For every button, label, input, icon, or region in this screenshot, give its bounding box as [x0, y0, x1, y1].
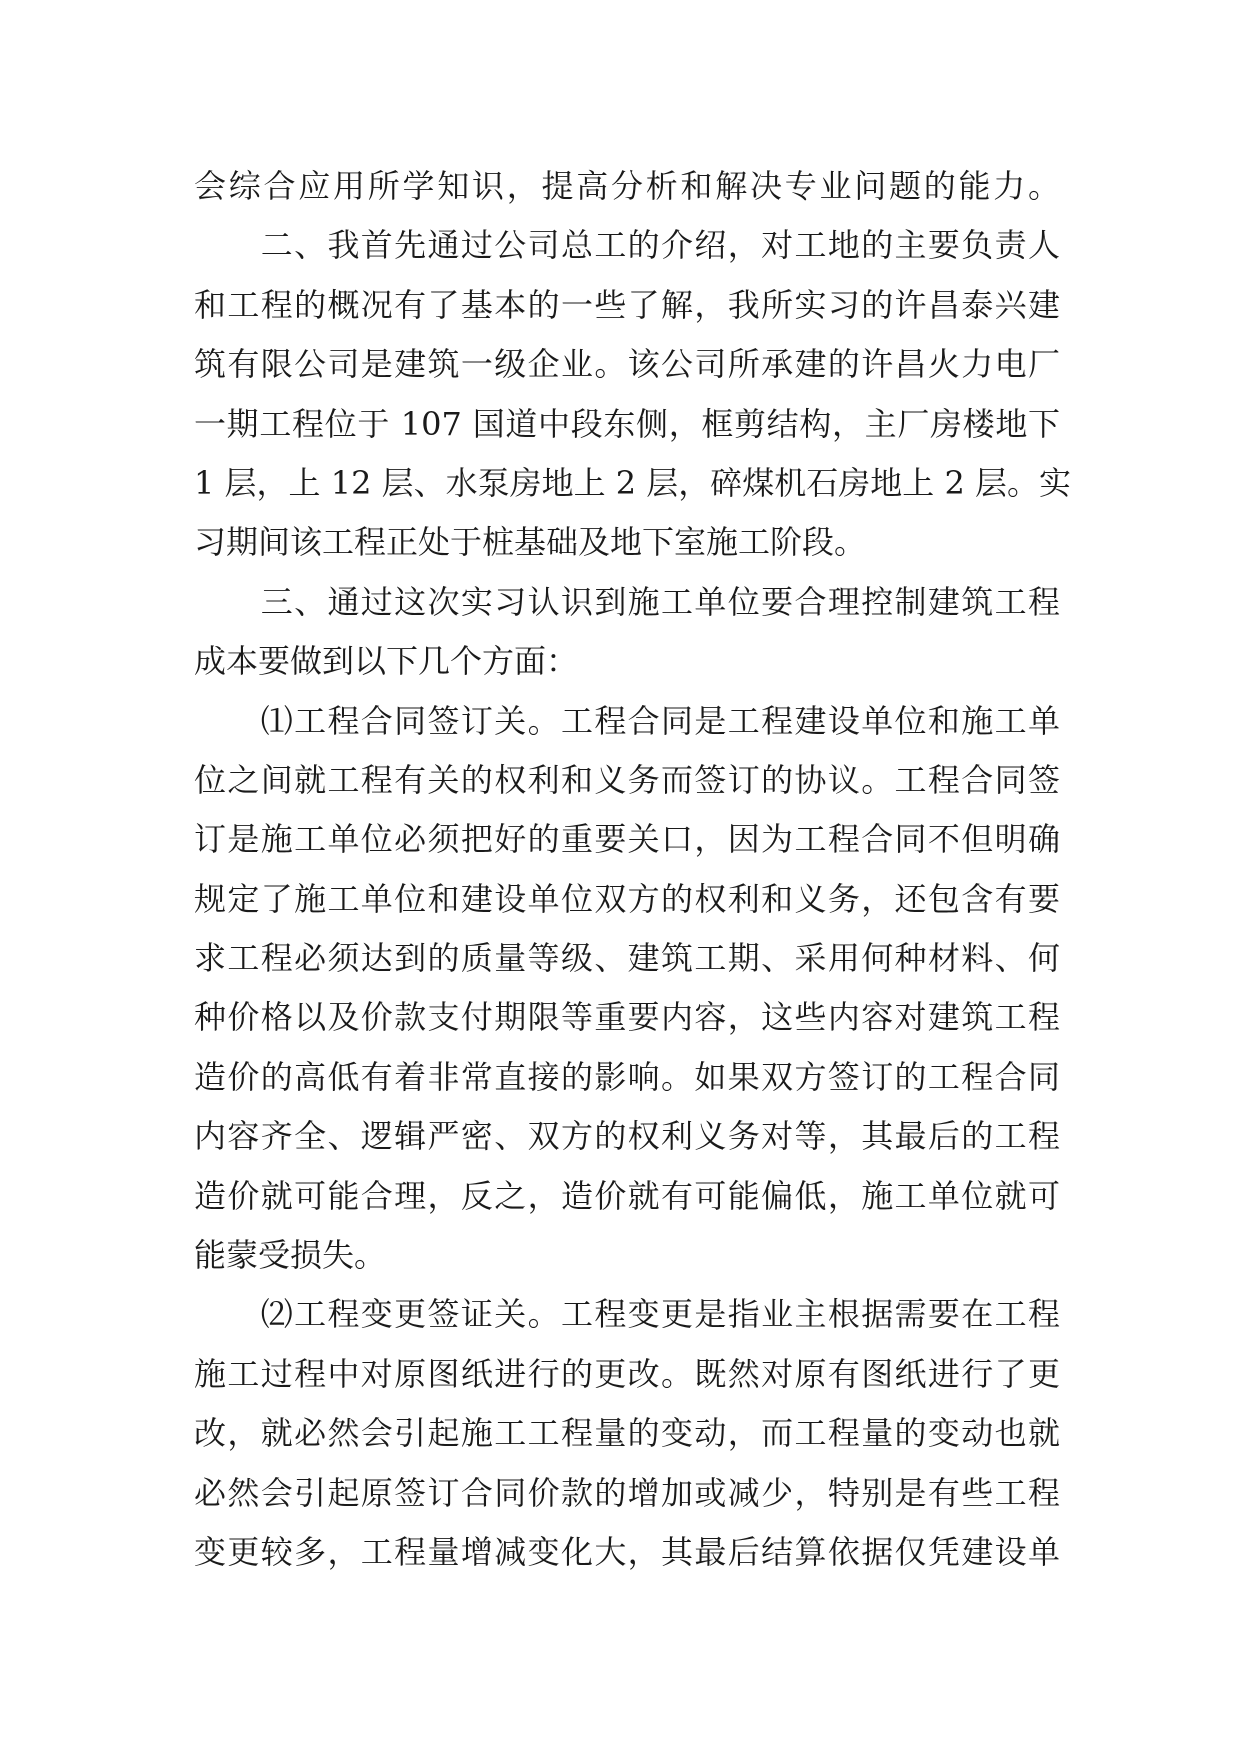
- text-line: 二、我首先通过公司总工的介绍，对工地的主要负责人: [194, 226, 1060, 265]
- text-line: 能蒙受损失。: [194, 1236, 387, 1275]
- text-line: ⑴工程合同签订关。工程合同是工程建设单位和施工单: [194, 701, 1060, 740]
- text-line: 造价的高低有着非常直接的影响。如果双方签订的工程合同: [194, 1057, 1060, 1096]
- text-line: 施工过程中对原图纸进行的更改。既然对原有图纸进行了更: [194, 1354, 1060, 1393]
- text-line: 习期间该工程正处于桩基础及地下室施工阶段。: [194, 523, 867, 562]
- text-line: 种价格以及价款支付期限等重要内容，这些内容对建筑工程: [194, 998, 1060, 1037]
- text-line: 内容齐全、逻辑严密、双方的权利义务对等，其最后的工程: [194, 1117, 1060, 1156]
- text-line: 造价就可能合理，反之，造价就有可能偏低，施工单位就可: [194, 1176, 1060, 1215]
- text-line: 订是施工单位必须把好的重要关口，因为工程合同不但明确: [194, 820, 1060, 859]
- text-line: 变更较多，工程量增减变化大，其最后结算依据仅凭建设单: [194, 1532, 1060, 1571]
- text-line: 筑有限公司是建筑一级企业。该公司所承建的许昌火力电厂: [194, 345, 1060, 384]
- text-line: 和工程的概况有了基本的一些了解，我所实习的许昌泰兴建: [194, 285, 1060, 324]
- body-text: [194, 157, 1072, 1582]
- text-line: 规定了施工单位和建设单位双方的权利和义务，还包含有要: [194, 879, 1060, 918]
- text-line: ⑵工程变更签证关。工程变更是指业主根据需要在工程: [194, 1295, 1060, 1334]
- text-line: 三、通过这次实习认识到施工单位要合理控制建筑工程: [194, 582, 1060, 621]
- text-line: 必然会引起原签订合同价款的增加或减少，特别是有些工程: [194, 1473, 1060, 1512]
- text-line: 一期工程位于 107 国道中段东侧，框剪结构，主厂房楼地下: [194, 404, 1060, 443]
- text-line: 会综合应用所学知识，提高分析和解决专业问题的能力。: [194, 167, 1060, 205]
- text-line: 位之间就工程有关的权利和义务而签订的协议。工程合同签: [194, 760, 1060, 799]
- text-line: 改，就必然会引起施工工程量的变动，而工程量的变动也就: [194, 1414, 1060, 1453]
- text-line: 成本要做到以下几个方面：: [194, 642, 579, 681]
- text-line: 1 层，上 12 层、水泵房地上 2 层，碎煤机石房地上 2 层。实: [194, 463, 1072, 502]
- text-line: 求工程必须达到的质量等级、建筑工期、采用何种材料、何: [194, 939, 1060, 978]
